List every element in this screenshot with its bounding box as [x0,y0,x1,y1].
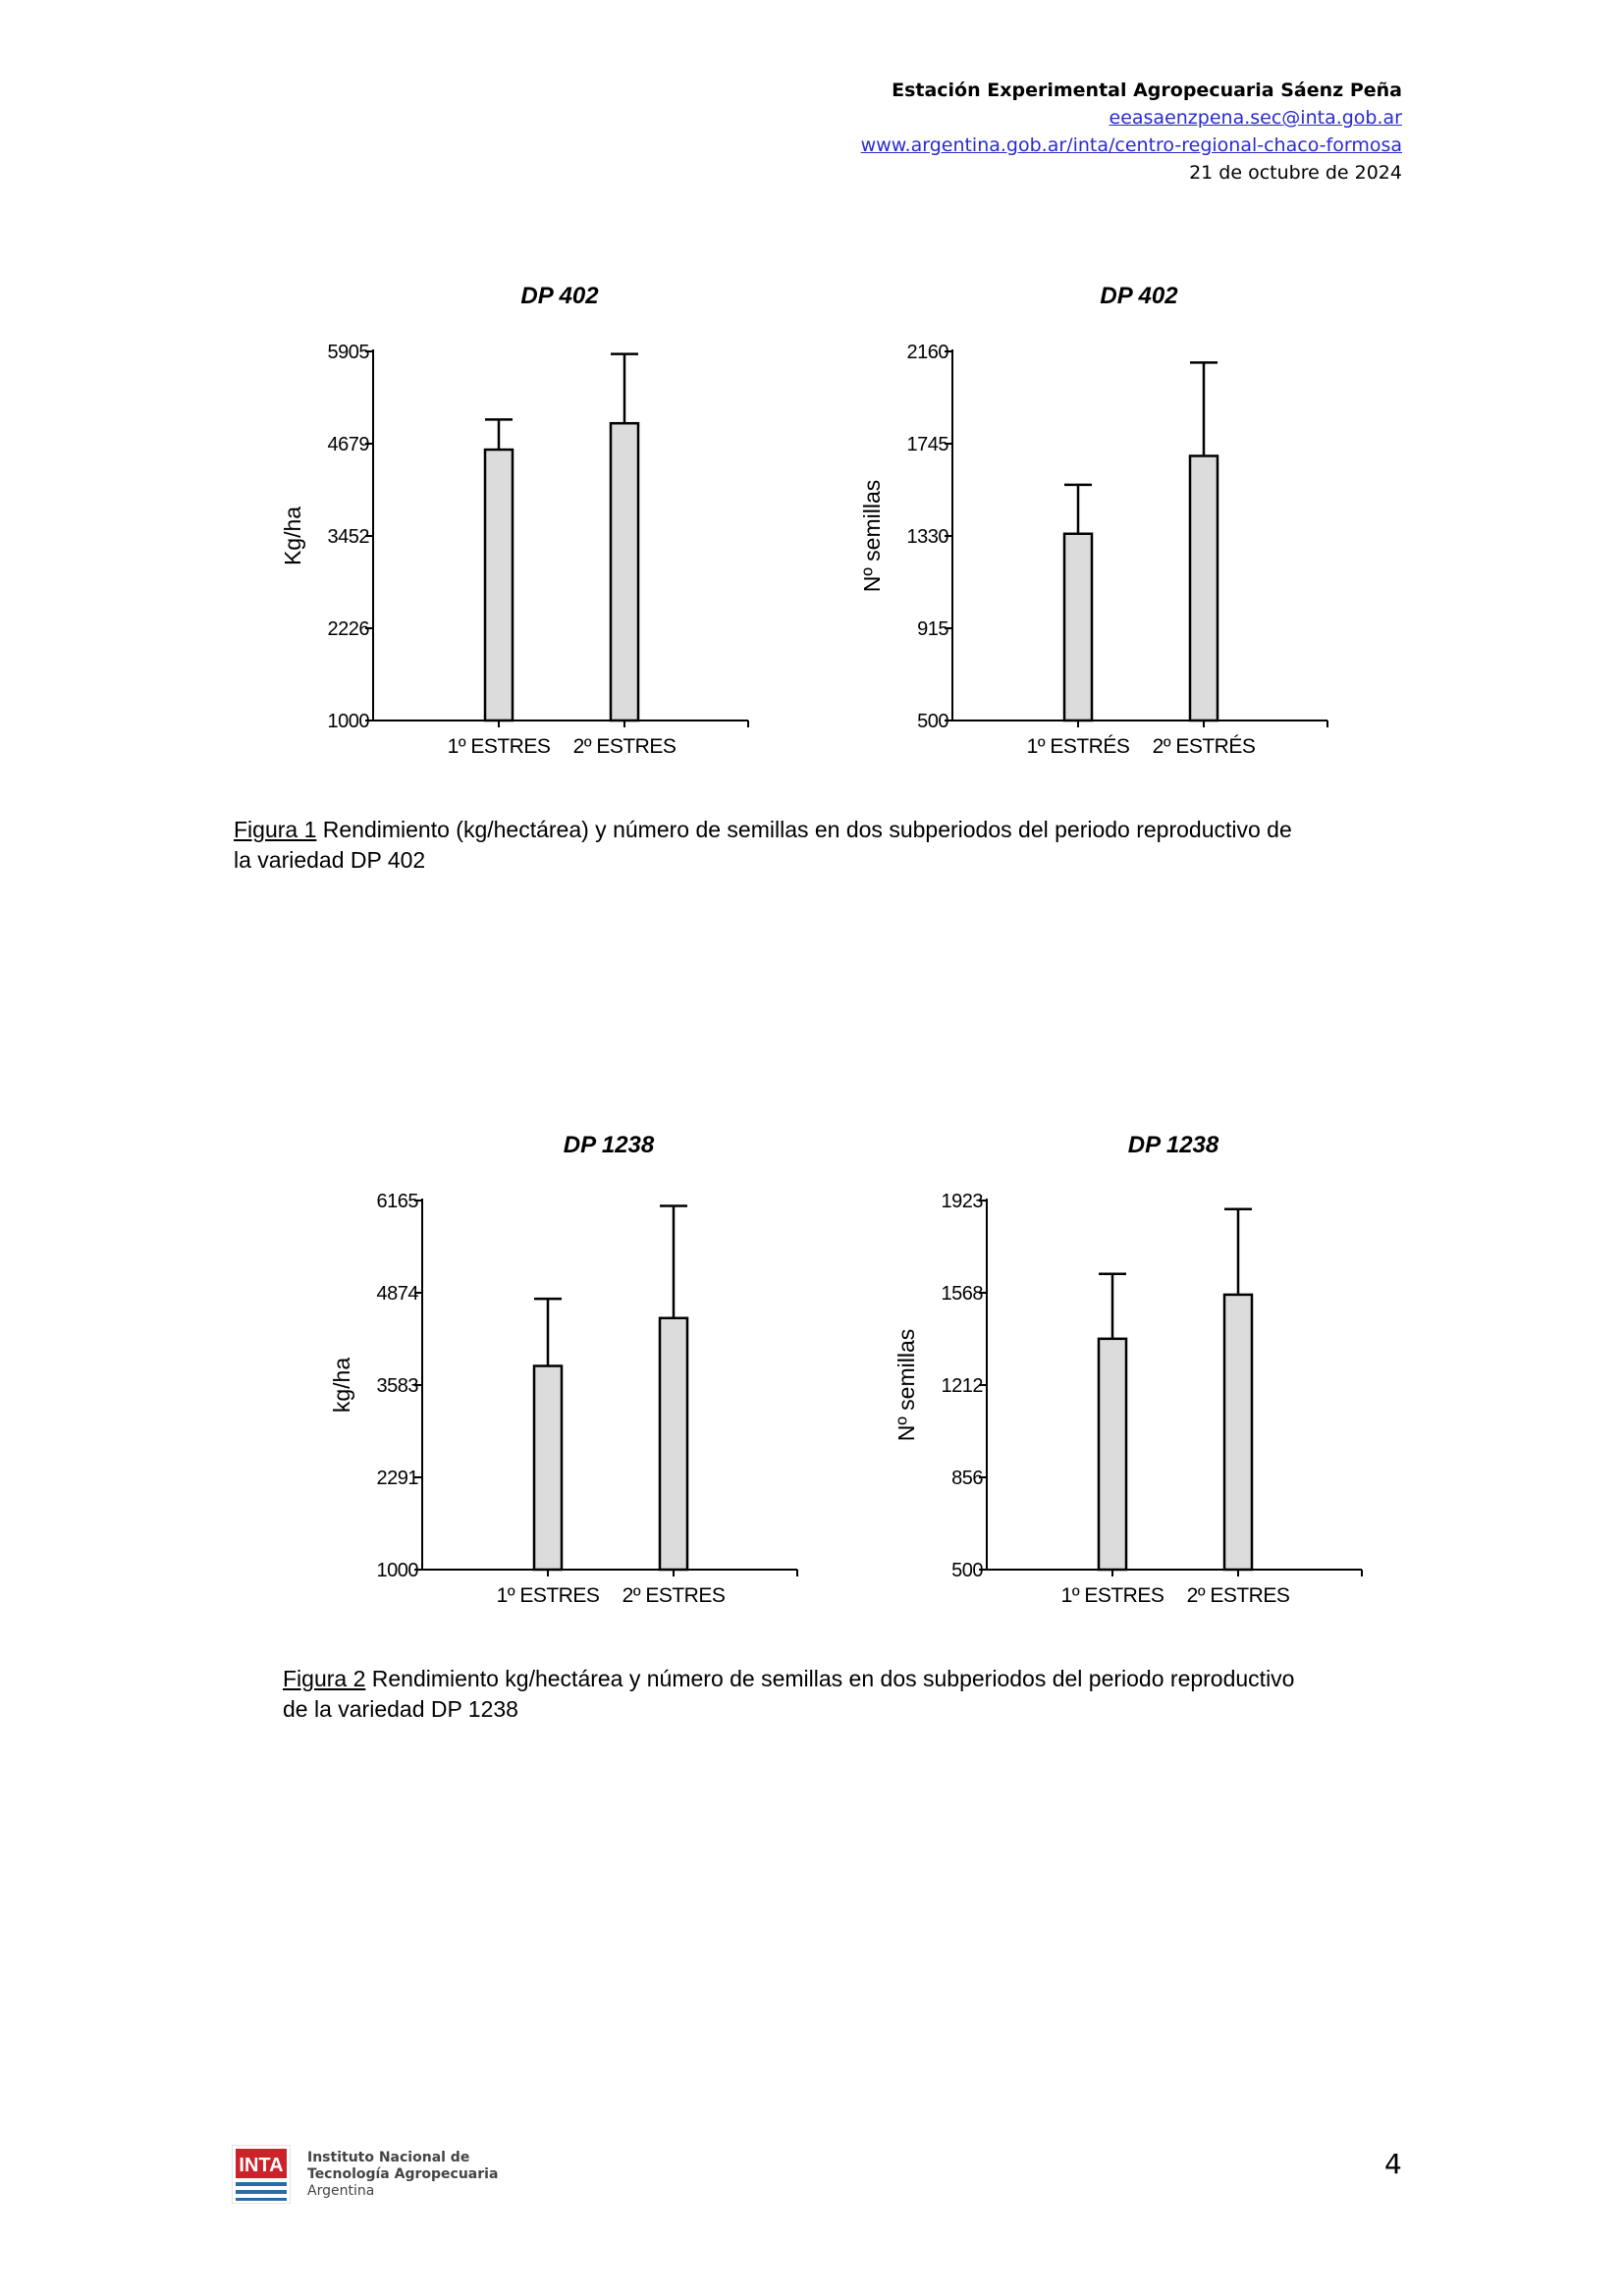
figure-2-label: Figura 2 [283,1666,366,1691]
footer-line3: Argentina [307,2183,375,2199]
y-axis-label: kg/ha [329,1357,354,1414]
y-tick-label: 2291 [376,1468,418,1489]
inta-logo-text: INTA [239,2155,284,2176]
footer-line1: Instituto Nacional de [307,2150,470,2165]
chart-title: DP 1238 [1127,1132,1219,1158]
chart-dp1238-yield [295,1122,825,1632]
y-tick-label: 856 [951,1468,983,1489]
figure-2-caption [283,1664,1412,1725]
y-tick-label: 6165 [376,1191,418,1212]
y-tick-label: 1923 [941,1191,983,1212]
y-tick-label: 1745 [906,434,948,455]
figure-1-caption-line2: la variedad DP 402 [234,847,426,873]
x-tick-label: 1º ESTRES [1060,1584,1164,1607]
chart-title: DP 1238 [563,1132,655,1158]
chart-dp402-seeds [825,273,1355,783]
y-tick-label: 3452 [327,526,369,548]
bar [1064,534,1092,721]
page-number: 4 [1384,2148,1402,2180]
figure-1-label: Figura 1 [234,817,317,842]
y-tick-label: 1330 [906,526,948,548]
bar [1099,1339,1126,1570]
x-tick-label: 1º ESTRES [447,735,551,758]
figure-1-caption-line1: Rendimiento (kg/hectárea) y número de semillas en dos subperiodos del periodo reproductivo de [316,817,1292,842]
chart-title: DP 402 [1100,283,1178,309]
y-tick-label: 1212 [941,1375,983,1397]
y-tick-label: 500 [951,1560,983,1581]
bar [485,450,513,721]
chart-dp402-yield [245,273,776,783]
x-tick-label: 2º ESTRÉS [1152,735,1256,758]
y-tick-label: 2226 [327,618,369,640]
y-axis-label: Nº semillas [859,479,885,593]
bar [660,1318,687,1570]
footer-line2: Tecnología Agropecuaria [307,2166,499,2182]
y-tick-label: 2160 [906,342,948,363]
header-email-link[interactable]: eeasaenzpena.sec@inta.gob.ar [1109,107,1402,129]
y-tick-label: 3583 [376,1375,418,1397]
figure-1-caption [234,815,1412,876]
bar [611,423,638,721]
y-tick-label: 5905 [327,342,369,363]
header-title: Estación Experimental Agropecuaria Sáenz Peña [892,80,1402,101]
y-axis-label: Nº semillas [893,1328,919,1442]
figure-2-caption-line2: de la variedad DP 1238 [283,1696,518,1722]
x-tick-label: 2º ESTRES [572,735,677,758]
figure-2-caption-line1: Rendimiento kg/hectárea y número de semillas en dos subperiodos del periodo reproductivo [365,1666,1295,1691]
bar [1224,1295,1252,1570]
chart-title: DP 402 [520,283,599,309]
x-tick-label: 2º ESTRES [1186,1584,1290,1607]
y-axis-label: Kg/ha [280,506,305,566]
y-tick-label: 1000 [327,711,369,732]
x-tick-label: 2º ESTRES [622,1584,726,1607]
header-date: 21 de octubre de 2024 [1189,162,1402,184]
x-tick-label: 1º ESTRÉS [1026,735,1130,758]
inta-logo [232,2145,291,2204]
x-tick-label: 1º ESTRES [496,1584,600,1607]
y-tick-label: 500 [917,711,948,732]
y-tick-label: 915 [917,618,948,640]
chart-dp1238-seeds [859,1122,1389,1632]
bar [1190,455,1218,721]
y-tick-label: 4679 [327,434,369,455]
y-tick-label: 1568 [941,1283,983,1305]
header-website-link[interactable]: www.argentina.gob.ar/inta/centro-regional-chaco-formosa [860,134,1402,156]
y-tick-label: 1000 [376,1560,418,1581]
bar [534,1366,562,1570]
y-tick-label: 4874 [376,1283,418,1305]
footer-institution [307,2150,498,2200]
